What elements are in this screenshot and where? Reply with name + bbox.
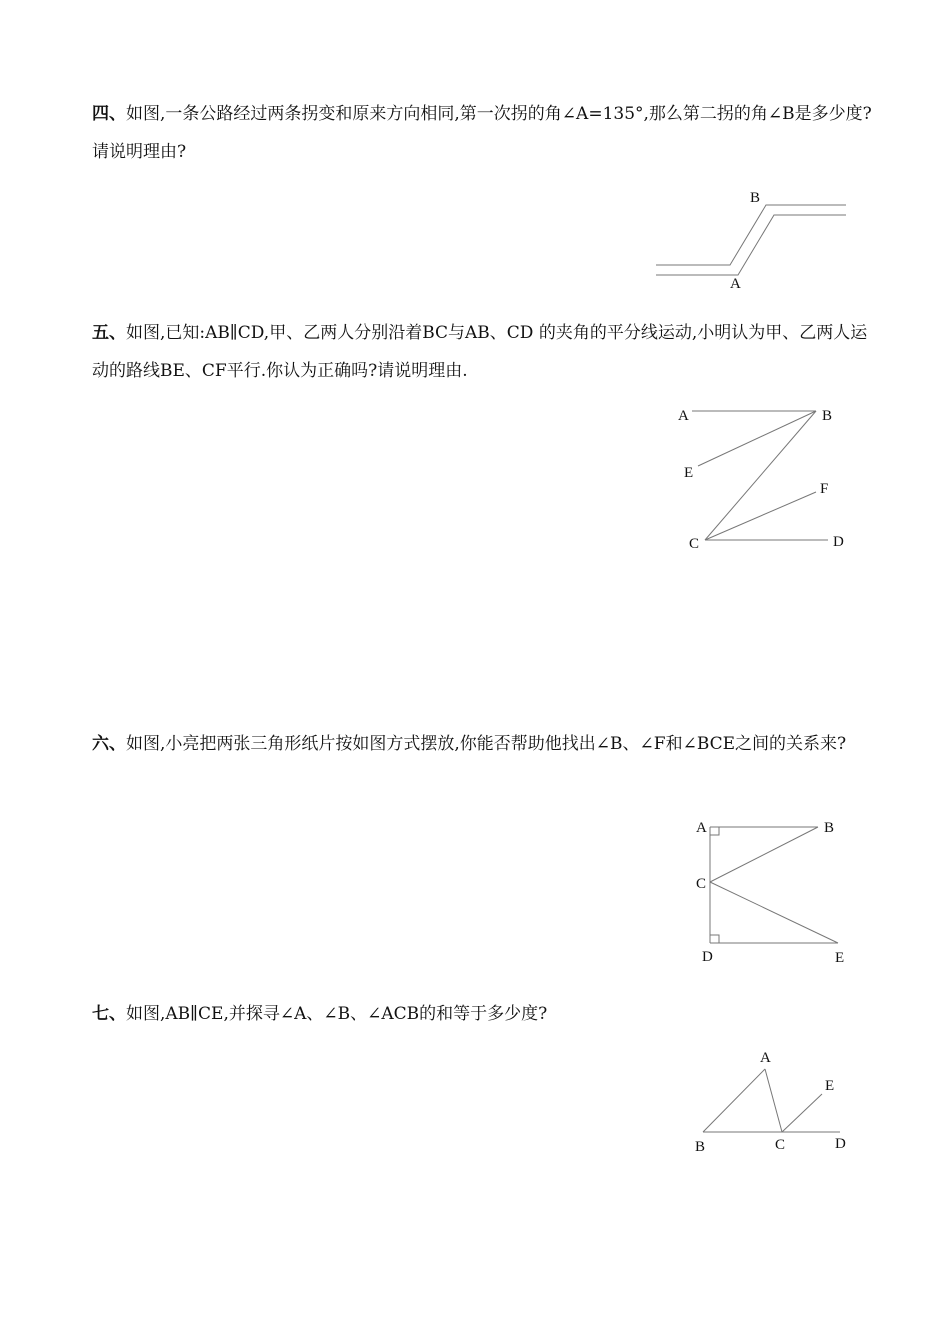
label-E: E bbox=[825, 1078, 835, 1094]
question-5-number: 五、 bbox=[92, 323, 126, 343]
label-D: D bbox=[833, 534, 844, 550]
question-4 bbox=[92, 95, 882, 171]
label-B: B bbox=[695, 1139, 706, 1155]
figure-4-road bbox=[650, 185, 850, 295]
question-5-text: 如图,已知:AB∥CD,甲、乙两人分别沿着BC与AB、CD 的夹角的平分线运动,小明认为甲、乙两人运动的路线BE、CF平行.你认为正确吗?请说明理由. bbox=[92, 323, 868, 381]
question-6-number: 六、 bbox=[92, 734, 126, 754]
label-A: A bbox=[760, 1050, 771, 1066]
label-A: A bbox=[678, 408, 689, 424]
road-edge-upper bbox=[656, 215, 846, 275]
figure-5-z bbox=[670, 400, 850, 560]
label-A: A bbox=[696, 820, 707, 836]
label-B: B bbox=[750, 190, 761, 206]
road-edge-lower bbox=[656, 205, 846, 265]
label-C: C bbox=[775, 1137, 786, 1153]
label-E: E bbox=[835, 950, 845, 966]
label-F: F bbox=[820, 481, 829, 497]
segment-CE bbox=[782, 1094, 822, 1132]
label-E: E bbox=[684, 465, 694, 481]
right-angle-mark-D bbox=[710, 935, 719, 943]
question-6-text: 如图,小亮把两张三角形纸片按如图方式摆放,你能否帮助他找出∠B、∠F和∠BCE之间的关系来? bbox=[126, 734, 847, 754]
question-7 bbox=[92, 995, 882, 1033]
question-7-number: 七、 bbox=[92, 1004, 126, 1024]
segment-CF bbox=[705, 492, 816, 540]
segment-BC bbox=[705, 411, 816, 540]
question-7-text: 如图,AB∥CE,并探寻∠A、∠B、∠ACB的和等于多少度? bbox=[126, 1004, 548, 1024]
segment-CB bbox=[710, 827, 818, 882]
label-B: B bbox=[824, 820, 835, 836]
right-angle-mark-A bbox=[710, 827, 719, 835]
segment-AC bbox=[765, 1069, 782, 1132]
question-4-number: 四、 bbox=[92, 104, 126, 124]
label-B: B bbox=[822, 408, 833, 424]
question-4-text: 如图,一条公路经过两条拐变和原来方向相同,第一次拐的角∠A=135°,那么第二拐的角∠B是多少度?请说明理由? bbox=[92, 104, 872, 162]
label-A: A bbox=[730, 276, 741, 292]
question-6 bbox=[92, 725, 882, 763]
label-C: C bbox=[696, 876, 707, 892]
segment-BE bbox=[698, 411, 816, 466]
segment-BA bbox=[703, 1069, 765, 1132]
figure-6-triangles bbox=[690, 812, 860, 972]
label-C: C bbox=[689, 536, 700, 552]
segment-CE bbox=[710, 882, 838, 943]
figure-7-triangle bbox=[685, 1042, 860, 1160]
label-D: D bbox=[702, 949, 713, 965]
question-5 bbox=[92, 314, 882, 390]
label-D: D bbox=[835, 1136, 846, 1152]
